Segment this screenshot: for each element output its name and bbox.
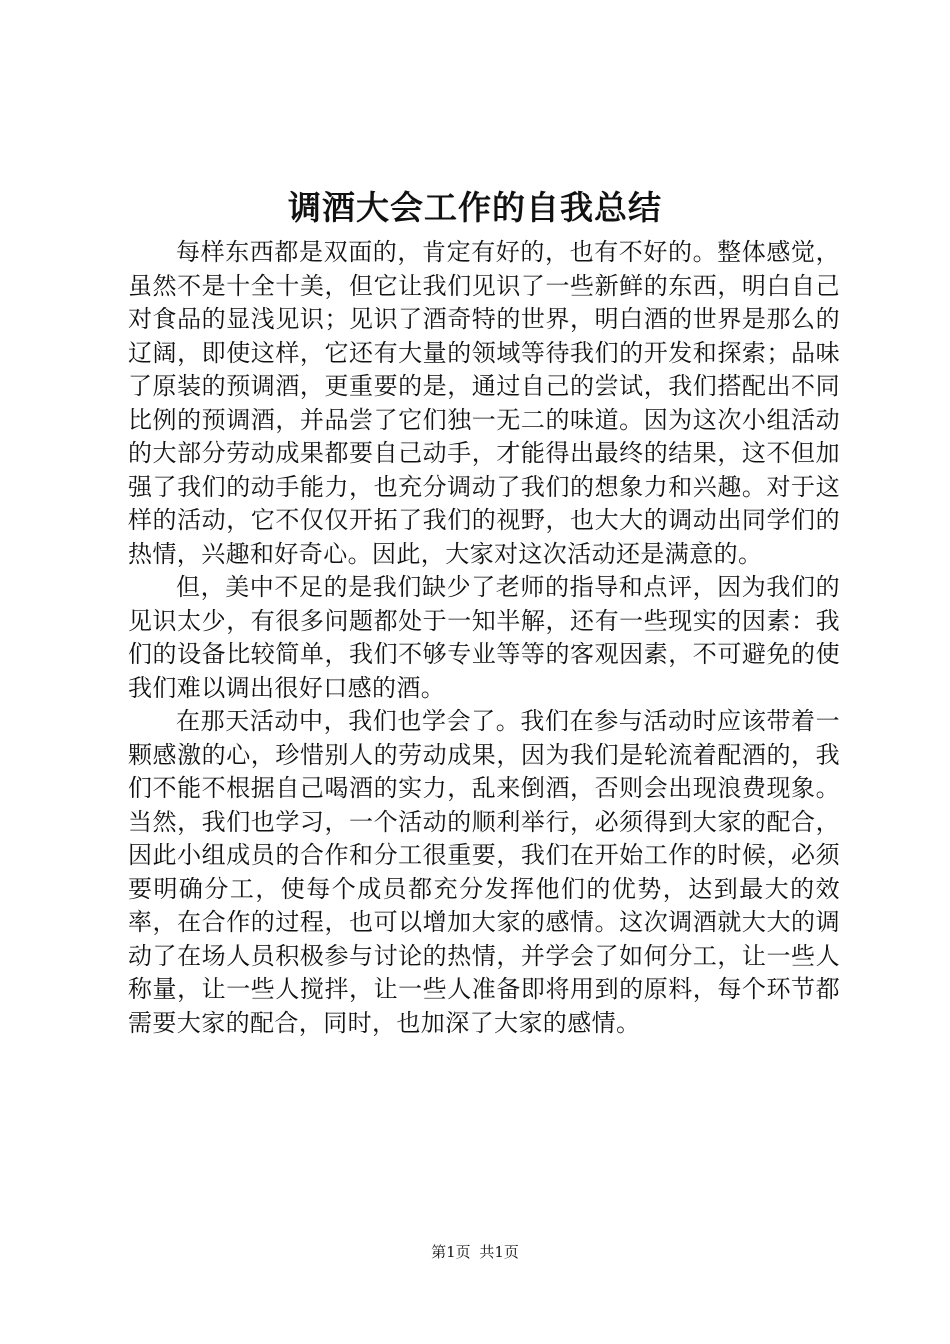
document-body <box>128 236 840 1040</box>
page-total: 共1页 <box>479 1243 519 1261</box>
paragraph-3: 在那天活动中，我们也学会了。我们在参与活动时应该带着一颗感激的心，珍惜别人的劳动成果，因为我们是轮流着配酒的，我们不能不根据自己喝酒的实力，乱来倒酒，否则会出现浪费现象。当然，我们也学习，一个活动的顺利举行，必须得到大家的配合，因此小组成员的合作和分工很重要，我们在开始工作的时候，必须要明确分工，使每个成员都充分发挥他们的优势，达到最大的效率，在合作的过程，也可以增加大家的感情。这次调酒就大大的调动了在场人员积极参与讨论的热情，并学会了如何分工，让一些人称量，让一些人搅拌，让一些人准备即将用到的原料，每个环节都需要大家的配合，同时，也加深了大家的感情。 <box>128 707 840 1037</box>
document-title: 调酒大会工作的自我总结 <box>288 188 662 227</box>
page-footer <box>0 1240 950 1264</box>
page-number: 第1页 <box>431 1243 471 1261</box>
paragraph-1: 每样东西都是双面的，肯定有好的，也有不好的。整体感觉，虽然不是十全十美，但它让我们见识了一些新鲜的东西，明白自己对食品的显浅见识；见识了酒奇特的世界，明白酒的世界是那么的辽阔，即使这样，它还有大量的领域等待我们的开发和探索；品味了原装的预调酒，更重要的是，通过自己的尝试，我们搭配出不同比例的预调酒，并品尝了它们独一无二的味道。因为这次小组活动的大部分劳动成果都要自己动手，才能得出最终的结果，这不但加强了我们的动手能力，也充分调动了我们的想象力和兴趣。对于这样的活动，它不仅仅开拓了我们的视野，也大大的调动出同学们的热情，兴趣和好奇心。因此，大家对这次活动还是满意的。 <box>128 238 840 568</box>
paragraph-2: 但，美中不足的是我们缺少了老师的指导和点评，因为我们的见识太少，有很多问题都处于一知半解，还有一些现实的因素：我们的设备比较简单，我们不够专业等等的客观因素，不可避免的使我们难以调出很好口感的酒。 <box>128 573 840 702</box>
